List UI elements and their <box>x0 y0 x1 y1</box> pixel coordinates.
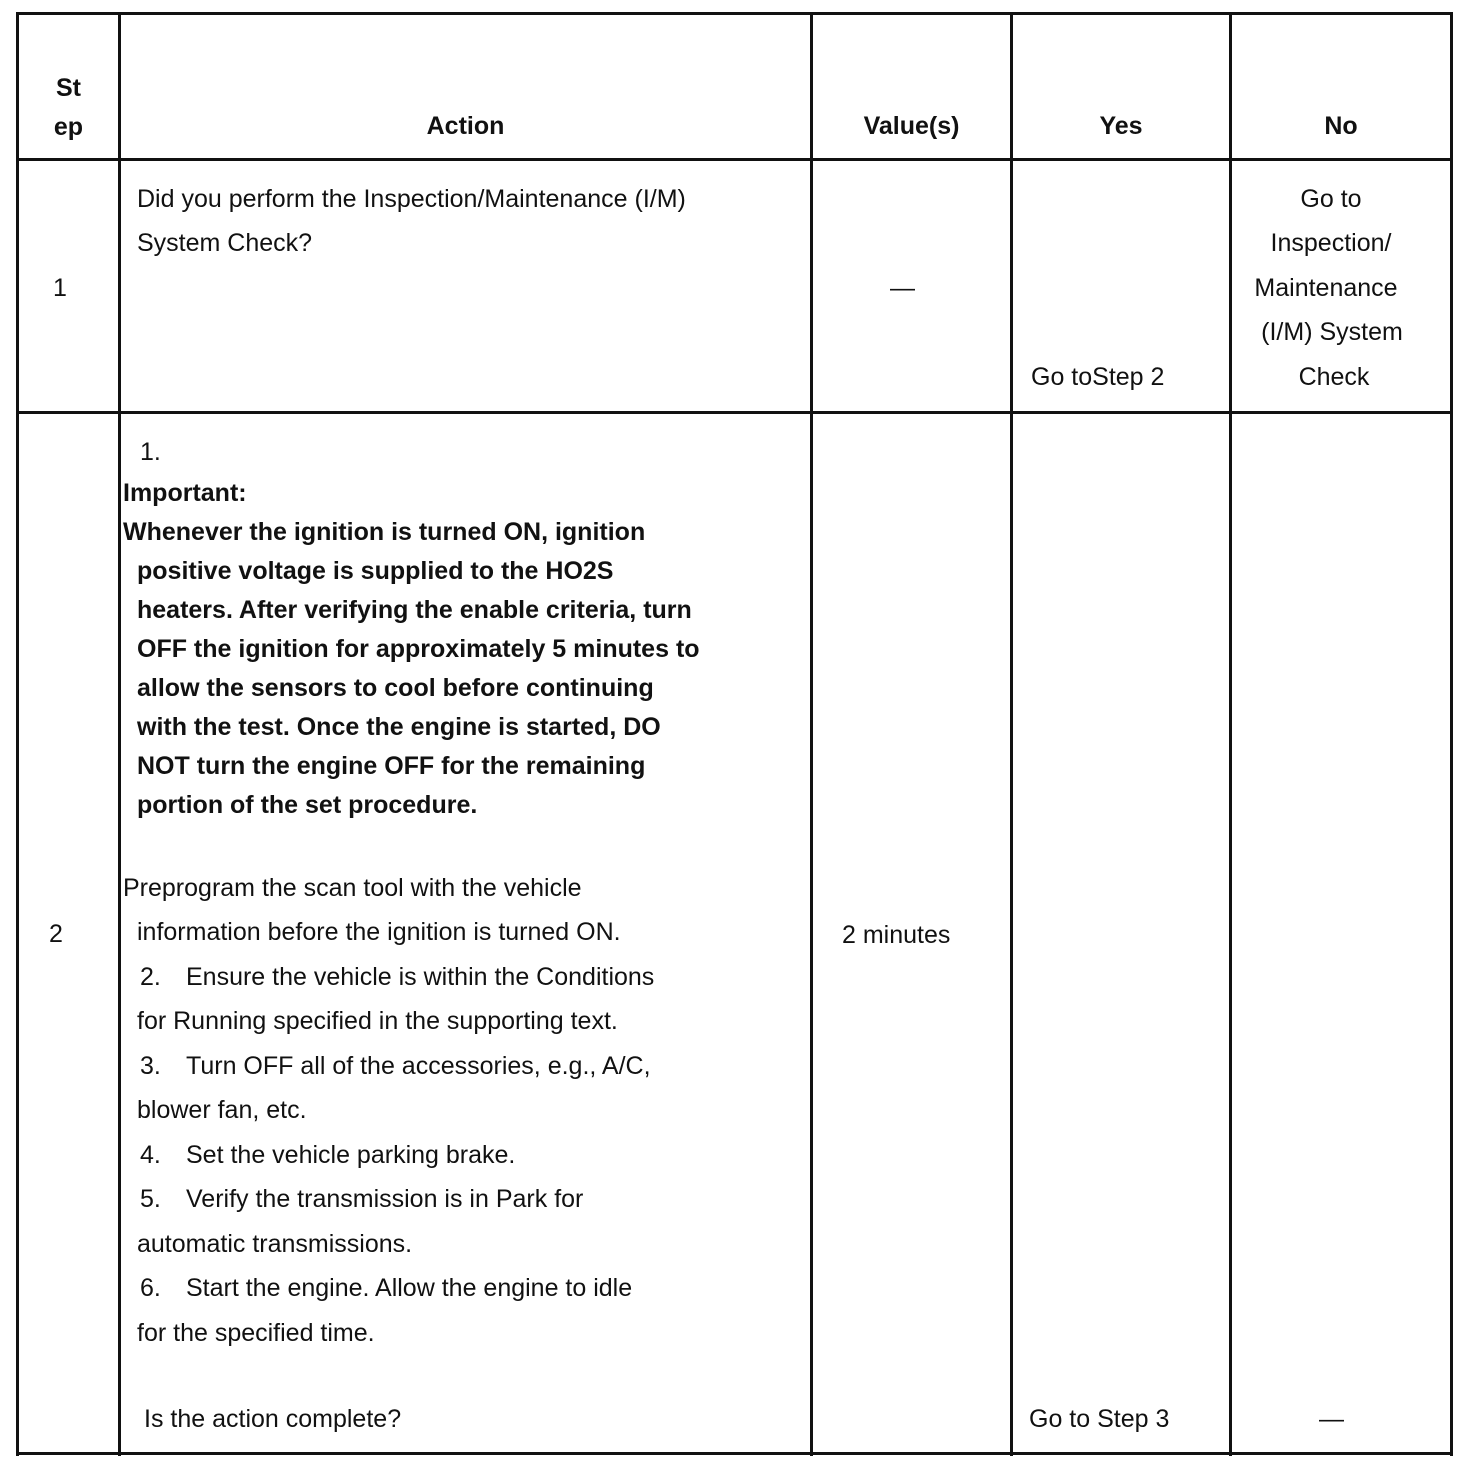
row1-no-link-line[interactable]: Go to <box>1300 185 1362 213</box>
row1-yes-link[interactable]: Go toStep 2 <box>1031 363 1165 391</box>
column-divider-no <box>1229 12 1232 1456</box>
row-divider <box>16 411 1453 414</box>
header-action: Action <box>426 112 505 140</box>
step-number: 2. <box>140 963 161 991</box>
column-divider-yes <box>1010 12 1013 1456</box>
header-no: No <box>1324 112 1358 140</box>
table-border-bottom <box>16 1452 1453 1455</box>
important-line: OFF the ignition for approximately 5 minutes to <box>137 635 700 663</box>
step-text: for Running specified in the supporting text. <box>137 1007 618 1035</box>
step-number: 3. <box>140 1052 161 1080</box>
step-text: Start the engine. Allow the engine to idle <box>186 1274 633 1302</box>
header-step-line1: St <box>56 74 81 102</box>
important-line: with the test. Once the engine is started, DO <box>137 713 661 741</box>
row2-step: 2 <box>49 920 63 948</box>
table-border-top <box>16 12 1453 15</box>
important-line: positive voltage is supplied to the HO2S <box>137 557 614 585</box>
important-line: NOT turn the engine OFF for the remaining <box>137 752 646 780</box>
row2-yes-link[interactable]: Go to Step 3 <box>1029 1405 1170 1433</box>
preprogram-line: information before the ignition is turned ON. <box>137 918 621 946</box>
row1-no-link-line[interactable]: Maintenance <box>1254 274 1398 302</box>
preprogram-line: Preprogram the scan tool with the vehicle <box>123 874 582 902</box>
important-line: Whenever the ignition is turned ON, ignition <box>123 518 646 546</box>
row1-step: 1 <box>53 274 67 302</box>
column-divider-action <box>118 12 121 1456</box>
important-line: portion of the set procedure. <box>137 791 478 819</box>
header-yes: Yes <box>1099 112 1143 140</box>
step-text: Verify the transmission is in Park for <box>186 1185 584 1213</box>
important-line: heaters. After verifying the enable criteria, turn <box>137 596 692 624</box>
table-border-left <box>16 12 19 1456</box>
important-line: allow the sensors to cool before continuing <box>137 674 654 702</box>
row2-question: Is the action complete? <box>144 1405 402 1433</box>
step-text: Turn OFF all of the accessories, e.g., A/C, <box>186 1052 651 1080</box>
row1-no-link-line[interactable]: Check <box>1298 363 1370 391</box>
important-label: Important: <box>123 479 247 507</box>
header-step-line2: ep <box>53 113 84 141</box>
header-values: Value(s) <box>863 112 960 140</box>
table-border-right <box>1450 12 1453 1456</box>
row1-no-link-line[interactable]: Inspection/ <box>1270 229 1392 257</box>
step-text: Set the vehicle parking brake. <box>186 1141 516 1169</box>
step-text: automatic transmissions. <box>137 1230 413 1258</box>
row2-value: 2 minutes <box>842 921 951 949</box>
column-divider-value <box>810 12 813 1456</box>
header-divider <box>16 158 1453 161</box>
row1-no-link-line[interactable]: (I/M) System <box>1261 318 1403 346</box>
row1-value: — <box>890 274 915 302</box>
row2-no: — <box>1319 1405 1344 1433</box>
row1-action-line: Did you perform the Inspection/Maintenance (I/M) <box>137 185 686 213</box>
step-number: 6. <box>140 1274 161 1302</box>
step-number: 5. <box>140 1185 161 1213</box>
step-text: blower fan, etc. <box>137 1096 307 1124</box>
step-number: 4. <box>140 1141 161 1169</box>
row1-action-line: System Check? <box>137 229 313 257</box>
step-text: Ensure the vehicle is within the Conditions <box>186 963 655 991</box>
step-text: for the specified time. <box>137 1319 375 1347</box>
list-marker: 1. <box>140 438 161 466</box>
